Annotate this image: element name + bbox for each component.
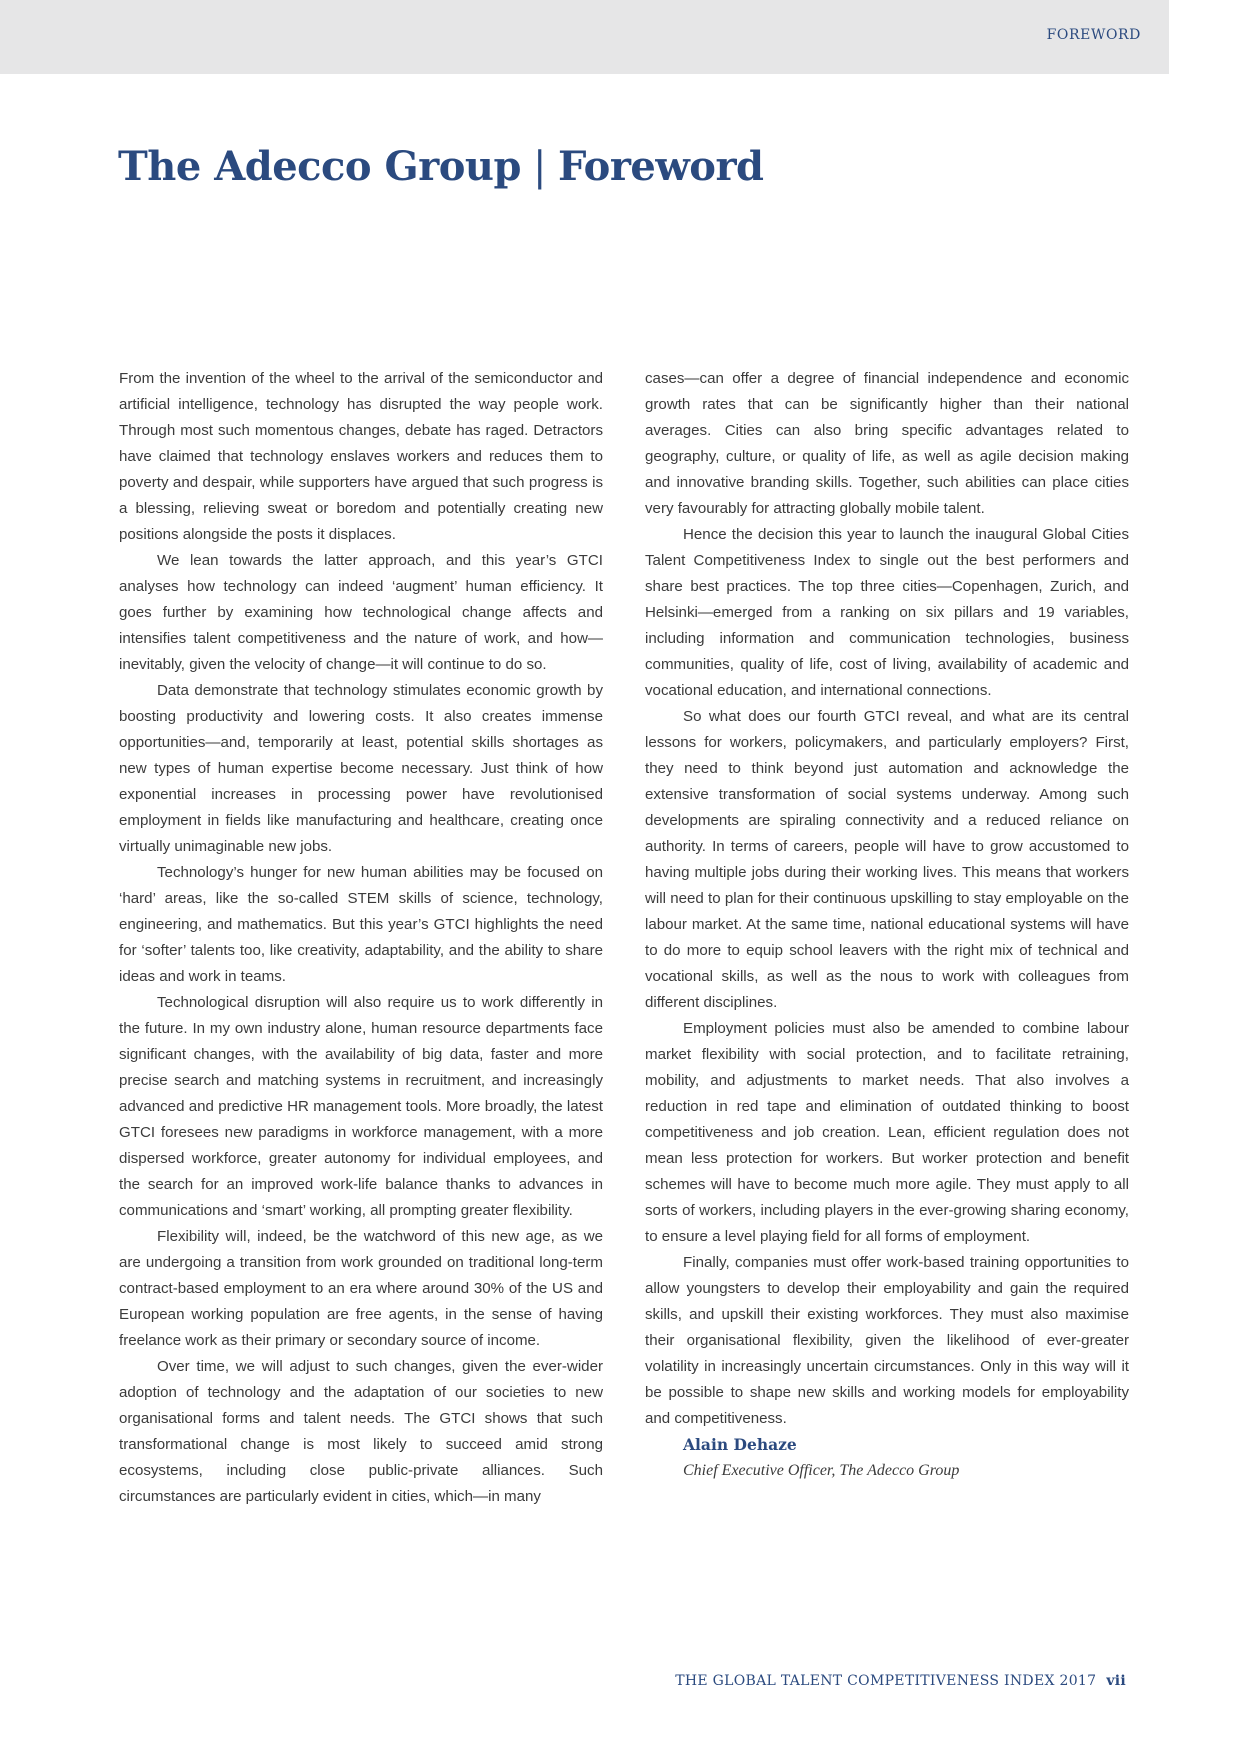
title-org: The Adecco Group [118,143,521,190]
section-label: FOREWORD [1046,27,1141,43]
page-number: vii [1106,1673,1126,1689]
right-column [645,366,1129,1484]
page-title [118,143,764,190]
paragraph: From the invention of the wheel to the arrival of the semiconductor and artificial intelligence, technology has disrupted the way people work. Through most such momentous changes, debate has raged. Detractors have claimed that technology enslaves workers and reduces them to poverty and despair, while supporters have argued that such progress is a blessing, relieving sweat or boredom and potentially creating new positions alongside the posts it displaces. [119,370,603,543]
paragraph: Hence the decision this year to launch the inaugural Global Cities Talent Competitiveness Index to single out the best performers and share best practices. The top three cities—Copenhagen, Zurich, and Helsinki—emerged from a ranking on six pillars and 19 variables, including information and communication technologies, business communities, quality of life, cost of living, availability of academic and vocational education, and international connections. [645,526,1129,699]
title-section: Foreword [557,143,764,190]
paragraph: Technological disruption will also require us to work differently in the future. In my own industry alone, human resource departments face significant changes, with the availability of big data, faster and more precise search and matching systems in recruitment, and increasingly advanced and predictive HR management tools. More broadly, the latest GTCI foresees new paradigms in workforce management, with a more dispersed workforce, greater autonomy for individual employees, and the search for an improved work-life balance thanks to advances in communications and ‘smart’ working, all prompting greater flexibility. [119,994,603,1219]
title-separator: | [532,144,546,190]
header-band [0,0,1169,74]
paragraph: Flexibility will, indeed, be the watchword of this new age, as we are undergoing a transition from work grounded on traditional long-term contract-based employment to an era where around 30% of the US and European working population are free agents, in the sense of having freelance work as their primary or secondary source of income. [119,1228,603,1349]
paragraph: Technology’s hunger for new human abilities may be focused on ‘hard’ areas, like the so-called STEM skills of science, technology, engineering, and mathematics. But this year’s GTCI highlights the need for ‘softer’ talents too, like creativity, adaptability, and the ability to share ideas and work in teams. [119,864,603,985]
paragraph: cases—can offer a degree of financial independence and economic growth rates that can be significantly higher than their national averages. Cities can also bring specific advantages related to geography, culture, or quality of life, as well as agile decision making and innovative branding skills. Together, such abilities can place cities very favourably for attracting globally mobile talent. [645,370,1129,517]
paragraph: We lean towards the latter approach, and this year’s GTCI analyses how technology can indeed ‘augment’ human efficiency. It goes further by examining how technological change affects and intensifies talent competitiveness and the nature of work, and how—inevitably, given the velocity of change—it will continue to do so. [119,552,603,673]
paragraph: Finally, companies must offer work-based training opportunities to allow youngsters to develop their employability and gain the required skills, and upskill their existing workforces. They must also maximise their organisational flexibility, given the likelihood of ever-greater volatility in increasingly uncertain circumstances. Only in this way will it be possible to shape new skills and working models for employability and competitiveness. [645,1254,1129,1427]
signature-name: Alain Dehaze [683,1435,797,1454]
left-column [119,366,603,1510]
paragraph: Over time, we will adjust to such changes, given the ever-wider adoption of technology and the adaptation of our societies to new organisational forms and talent needs. The GTCI shows that such transformational change is most likely to succeed amid strong ecosystems, including close public-private alliances. Such circumstances are particularly evident in cities, which—in many [119,1358,603,1505]
footer-publication: THE GLOBAL TALENT COMPETITIVENESS INDEX 2017 [675,1673,1097,1689]
signature-role: Chief Executive Officer, The Adecco Group [683,1462,960,1479]
paragraph: Data demonstrate that technology stimulates economic growth by boosting productivity and lowering costs. It also creates immense opportunities—and, temporarily at least, potential skills shortages as new types of human expertise become necessary. Just think of how exponential increases in processing power have revolutionised employment in fields like manufacturing and healthcare, creating once virtually unimaginable new jobs. [119,682,603,855]
paragraph: Employment policies must also be amended to combine labour market flexibility with social protection, and to facilitate retraining, mobility, and adjustments to market needs. That also involves a reduction in red tape and elimination of outdated thinking to boost competitiveness and job creation. Lean, efficient regulation does not mean less protection for workers. But worker protection and benefit schemes will have to become much more agile. They must apply to all sorts of workers, including players in the ever-growing sharing economy, to ensure a level playing field for all forms of employment. [645,1020,1129,1245]
page-footer [675,1673,1126,1689]
paragraph: So what does our fourth GTCI reveal, and what are its central lessons for workers, policymakers, and particularly employers? First, they need to think beyond just automation and acknowledge the extensive transformation of social systems underway. Among such developments are spiraling connectivity and a reduced reliance on authority. In terms of careers, people will have to grow accustomed to having multiple jobs during their working lives. This means that workers will need to plan for their continuous upskilling to stay employable on the labour market. At the same time, national educational systems will have to do more to equip school leavers with the right mix of technical and vocational skills, as well as the nous to work with colleagues from different disciplines. [645,708,1129,1011]
